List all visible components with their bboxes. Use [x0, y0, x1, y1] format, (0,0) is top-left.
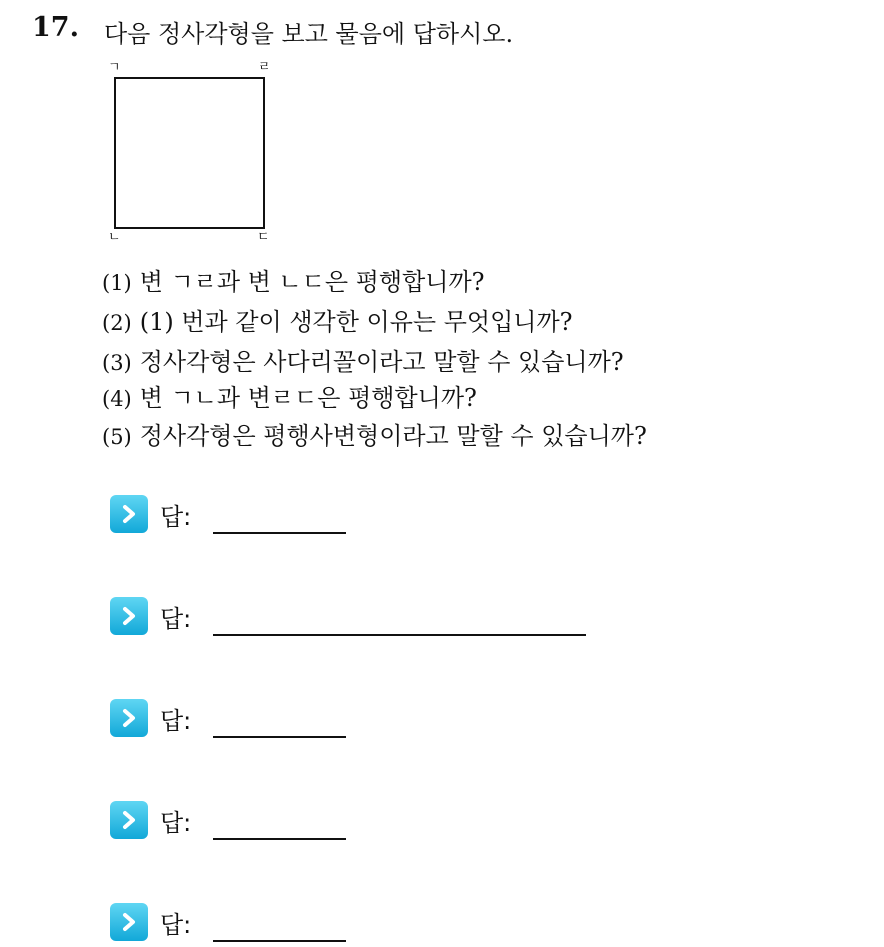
subquestion-3 — [102, 342, 624, 377]
chevron-right-icon — [110, 495, 148, 533]
vertex-label-top-left: ㄱ — [108, 60, 121, 75]
square-figure — [100, 58, 280, 248]
answer-label: 답: — [160, 707, 192, 735]
subquestion-number: (5) — [102, 425, 132, 449]
subquestion-number: (4) — [102, 387, 132, 411]
answer-label: 답: — [160, 809, 192, 837]
subquestion-text: (1) 번과 같이 생각한 이유는 무엇입니까? — [139, 308, 573, 336]
chevron-right-icon — [110, 699, 148, 737]
subquestion-number: (1) — [102, 271, 132, 295]
chevron-right-icon — [110, 801, 148, 839]
answer-row-2 — [110, 597, 710, 637]
subquestion-1 — [102, 262, 485, 297]
subquestion-text: 변 ㄱㄴ과 변ㄹㄷ은 평행합니까? — [139, 384, 477, 412]
answer-label: 답: — [160, 605, 192, 633]
subquestion-number: (3) — [102, 351, 132, 375]
answer-blank-1[interactable] — [213, 532, 346, 534]
answer-blank-4[interactable] — [213, 838, 346, 840]
subquestion-text: 변 ㄱㄹ과 변 ㄴㄷ은 평행합니까? — [139, 268, 485, 296]
answer-blank-3[interactable] — [213, 736, 346, 738]
answer-row-5 — [110, 903, 710, 943]
answer-row-3 — [110, 699, 710, 739]
chevron-right-icon — [110, 903, 148, 941]
answer-blank-5[interactable] — [213, 940, 346, 942]
subquestion-4 — [102, 378, 477, 413]
subquestion-text: 정사각형은 평행사변형이라고 말할 수 있습니까? — [139, 422, 647, 450]
square-diagram — [100, 58, 280, 248]
answer-blank-2[interactable] — [213, 634, 586, 636]
question-title: 다음 정사각형을 보고 물음에 답하시오. — [104, 20, 514, 48]
chevron-right-icon — [110, 597, 148, 635]
answer-label: 답: — [160, 503, 192, 531]
answer-label: 답: — [160, 911, 192, 939]
vertex-label-top-right: ㄹ — [258, 60, 271, 75]
vertex-label-bottom-right: ㄷ — [257, 230, 270, 245]
answer-row-4 — [110, 801, 710, 841]
square-shape — [115, 78, 264, 228]
vertex-label-bottom-left: ㄴ — [108, 230, 121, 245]
subquestion-5 — [102, 416, 647, 451]
subquestion-text: 정사각형은 사다리꼴이라고 말할 수 있습니까? — [139, 348, 624, 376]
answer-row-1 — [110, 495, 710, 535]
subquestion-number: (2) — [102, 311, 132, 335]
question-number: 17. — [32, 12, 79, 43]
subquestion-2 — [102, 302, 573, 337]
